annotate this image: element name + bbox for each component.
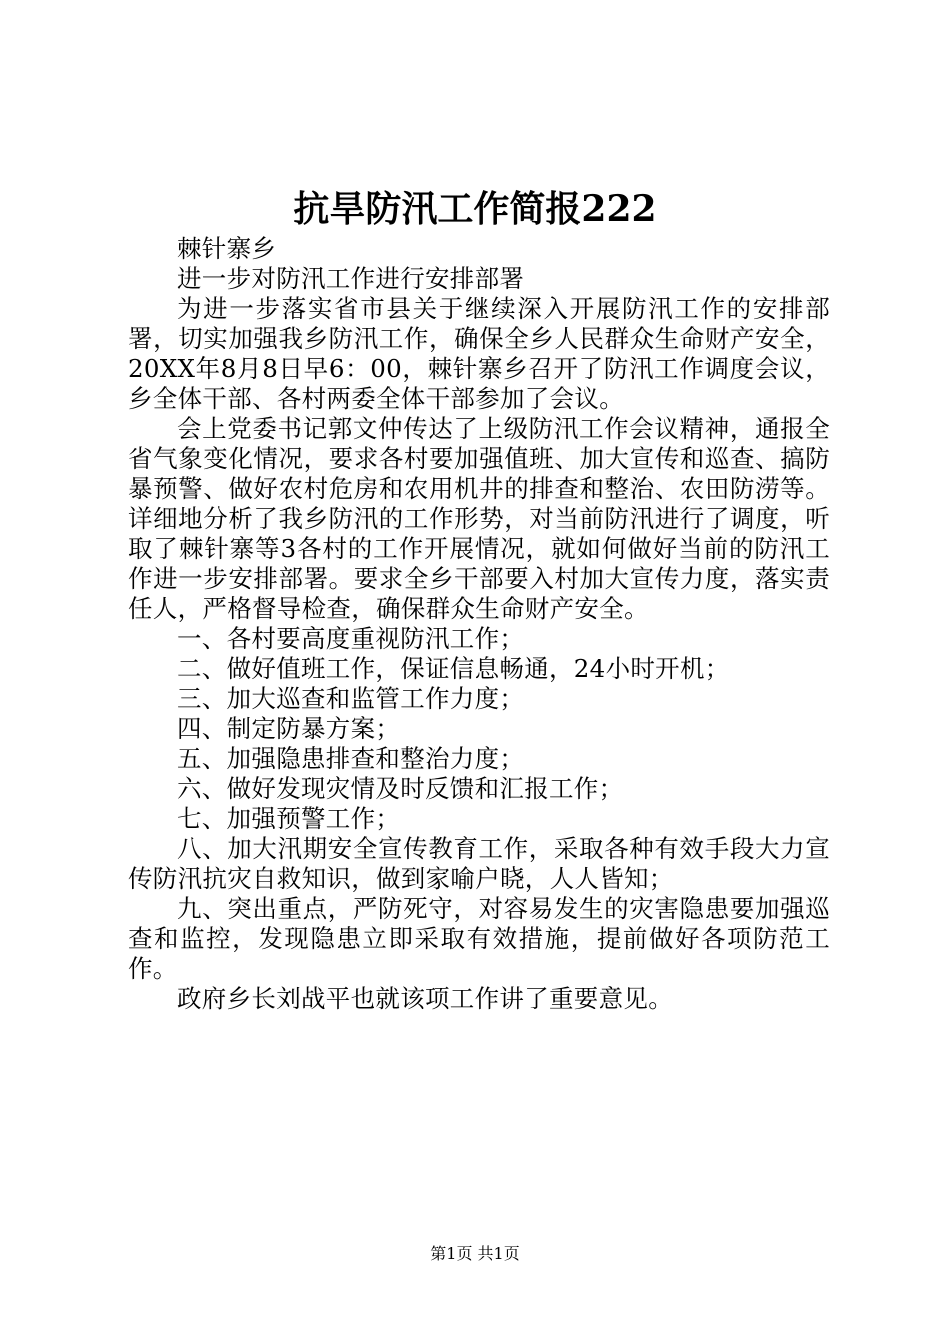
paragraph-item-3: 三、加大巡查和监管工作力度； xyxy=(177,684,525,713)
paragraph-item-5: 五、加强隐患排查和整治力度； xyxy=(177,744,525,773)
paragraph-item-1: 一、各村要高度重视防汛工作； xyxy=(177,624,525,653)
paragraph-item-7: 七、加强预警工作； xyxy=(177,804,401,833)
paragraph-item-4: 四、制定防暴方案； xyxy=(177,714,401,743)
paragraph-item-2: 二、做好值班工作，保证信息畅通，24小时开机； xyxy=(177,654,730,683)
paragraph-item-8: 八、加大汛期安全宣传教育工作，采取各种有效手段大力宣传防汛抗灾自救知识，做到家喻户晓，人人皆知； xyxy=(128,834,830,893)
paragraph-item-9: 九、突出重点，严防死守，对容易发生的灾害隐患要加强巡查和监控，发现隐患立即采取有效措施，提前做好各项防范工作。 xyxy=(128,894,830,983)
paragraph-township: 棘针寨乡 xyxy=(177,234,277,263)
document-title: 抗旱防汛工作简报222 xyxy=(293,188,657,230)
paragraph-intro: 为进一步落实省市县关于继续深入开展防汛工作的安排部署，切实加强我乡防汛工作，确保全乡人民群众生命财产安全，20XX年8月8日早6：00，棘针寨乡召开了防汛工作调度会议，乡全体干部、各村两委全体干部参加了会议。 xyxy=(128,294,830,413)
paragraph-meeting: 会上党委书记郭文仲传达了上级防汛工作会议精神，通报全省气象变化情况，要求各村要加强值班、加大宣传和巡查、搞防暴预警、做好农村危房和农用机井的排查和整治、农田防涝等。详细地分析了我乡防汛的工作形势，对当前防汛进行了调度，听取了棘针寨等3各村的工作开展情况，就如何做好当前的防汛工作进一步安排部署。要求全乡干部要入村加大宣传力度，落实责任人，严格督导检查，确保群众生命财产安全。 xyxy=(128,414,831,623)
paragraph-closing: 政府乡长刘战平也就该项工作讲了重要意见。 xyxy=(177,984,673,1013)
paragraph-item-6: 六、做好发现灾情及时反馈和汇报工作； xyxy=(177,774,624,803)
paragraph-subtitle: 进一步对防汛工作进行安排部署 xyxy=(177,264,525,293)
document-body xyxy=(128,234,830,1014)
page-number-footer: 第1页 共1页 xyxy=(430,1244,520,1263)
